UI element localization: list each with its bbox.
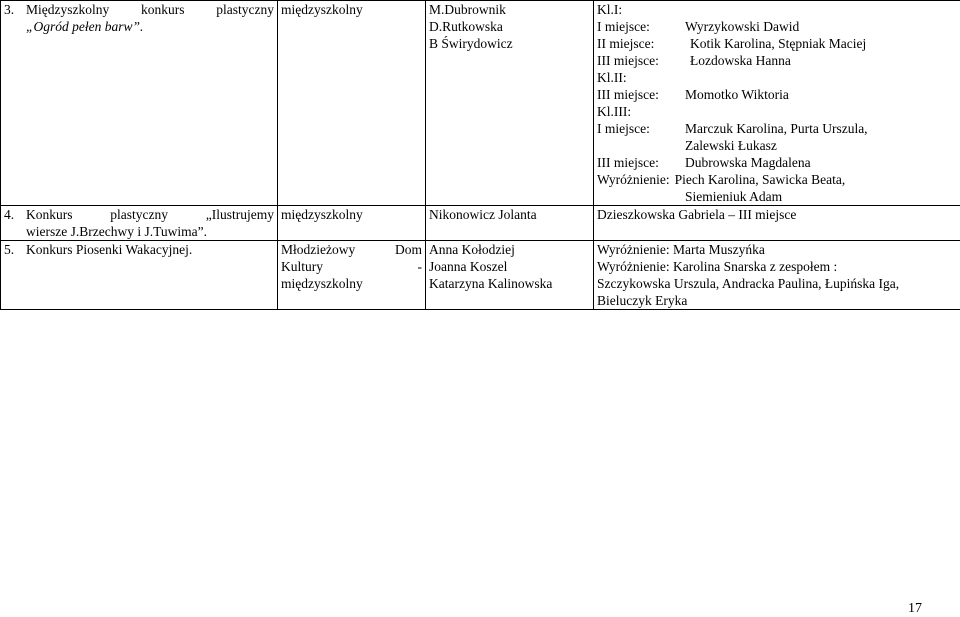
table-row [1,241,960,310]
contest-title-line: 4. Konkurs plastyczny „Ilustrujemy [4,207,274,222]
organizer: Joanna Koszel [429,259,508,274]
organizers-cell [426,206,594,241]
result-line: Wyróżnienie: Marta Muszyńka [597,242,765,257]
scope-cell: międzyszkolny [278,206,426,241]
result-line: Szczykowska Urszula, Andracka Paulina, Łupińska Iga, [597,276,900,291]
organizers-cell [426,1,594,206]
class-label: Kl.I: [597,2,623,17]
result-line: III miejsce: Łozdowska Hanna [597,53,791,68]
row-number: 5. [4,242,15,257]
result-line: III miejsce: Momotko Wiktoria [597,87,789,102]
organizer: M.Dubrownik [429,2,506,17]
result-line-continued: Siemieniuk Adam [685,189,783,204]
results-cell [594,206,960,241]
contest-cell [1,1,278,206]
row-number: 4. [4,207,15,222]
result-line: II miejsce: Kotik Karolina, Stępniak Maciej [597,36,867,51]
result-line: III miejsce: Dubrowska Magdalena [597,155,811,170]
class-label: Kl.III: [597,104,632,119]
result-line: Dzieszkowska Gabriela – III miejsce [597,207,797,222]
organizers-cell [426,241,594,310]
result-line: I miejsce: Marczuk Karolina, Purta Urszula, [597,121,868,136]
organizer: Nikonowicz Jolanta [429,207,537,222]
organizer: B Świrydowicz [429,36,513,51]
contest-cell [1,241,278,310]
organizer: D.Rutkowska [429,19,503,34]
table-row [1,1,960,206]
contest-title-name: wiersze J.Brzechwy i J.Tuwima”. [26,224,207,239]
organizer: Katarzyna Kalinowska [429,276,553,291]
contest-cell [1,206,278,241]
row-number: 3. [4,2,15,17]
organizer: Anna Kołodziej [429,242,515,257]
results-cell [594,241,960,310]
scope-cell: międzyszkolny [278,1,426,206]
table-row [1,206,960,241]
result-line: I miejsce: Wyrzykowski Dawid [597,19,800,34]
result-line-continued: Zalewski Łukasz [685,138,777,153]
contest-title-name: „Ogród pełen barw”. [26,19,144,34]
contest-title-line: 5. Konkurs Piosenki Wakacyjnej. [4,242,193,257]
class-label: Kl.II: [597,70,627,85]
result-line: Wyróżnienie: Karolina Snarska z zespołem : [597,259,838,274]
results-cell [594,1,960,206]
contest-title-line: 3. Międzyszkolny konkurs plastyczny [4,2,274,17]
page-number: 17 [908,601,922,616]
result-line: Wyróżnienie: Piech Karolina, Sawicka Beata, [597,172,846,187]
result-line: Bieluczyk Eryka [597,293,688,308]
scope-cell: Młodzieżowy Dom Kultury - międzyszkolny [278,241,426,310]
